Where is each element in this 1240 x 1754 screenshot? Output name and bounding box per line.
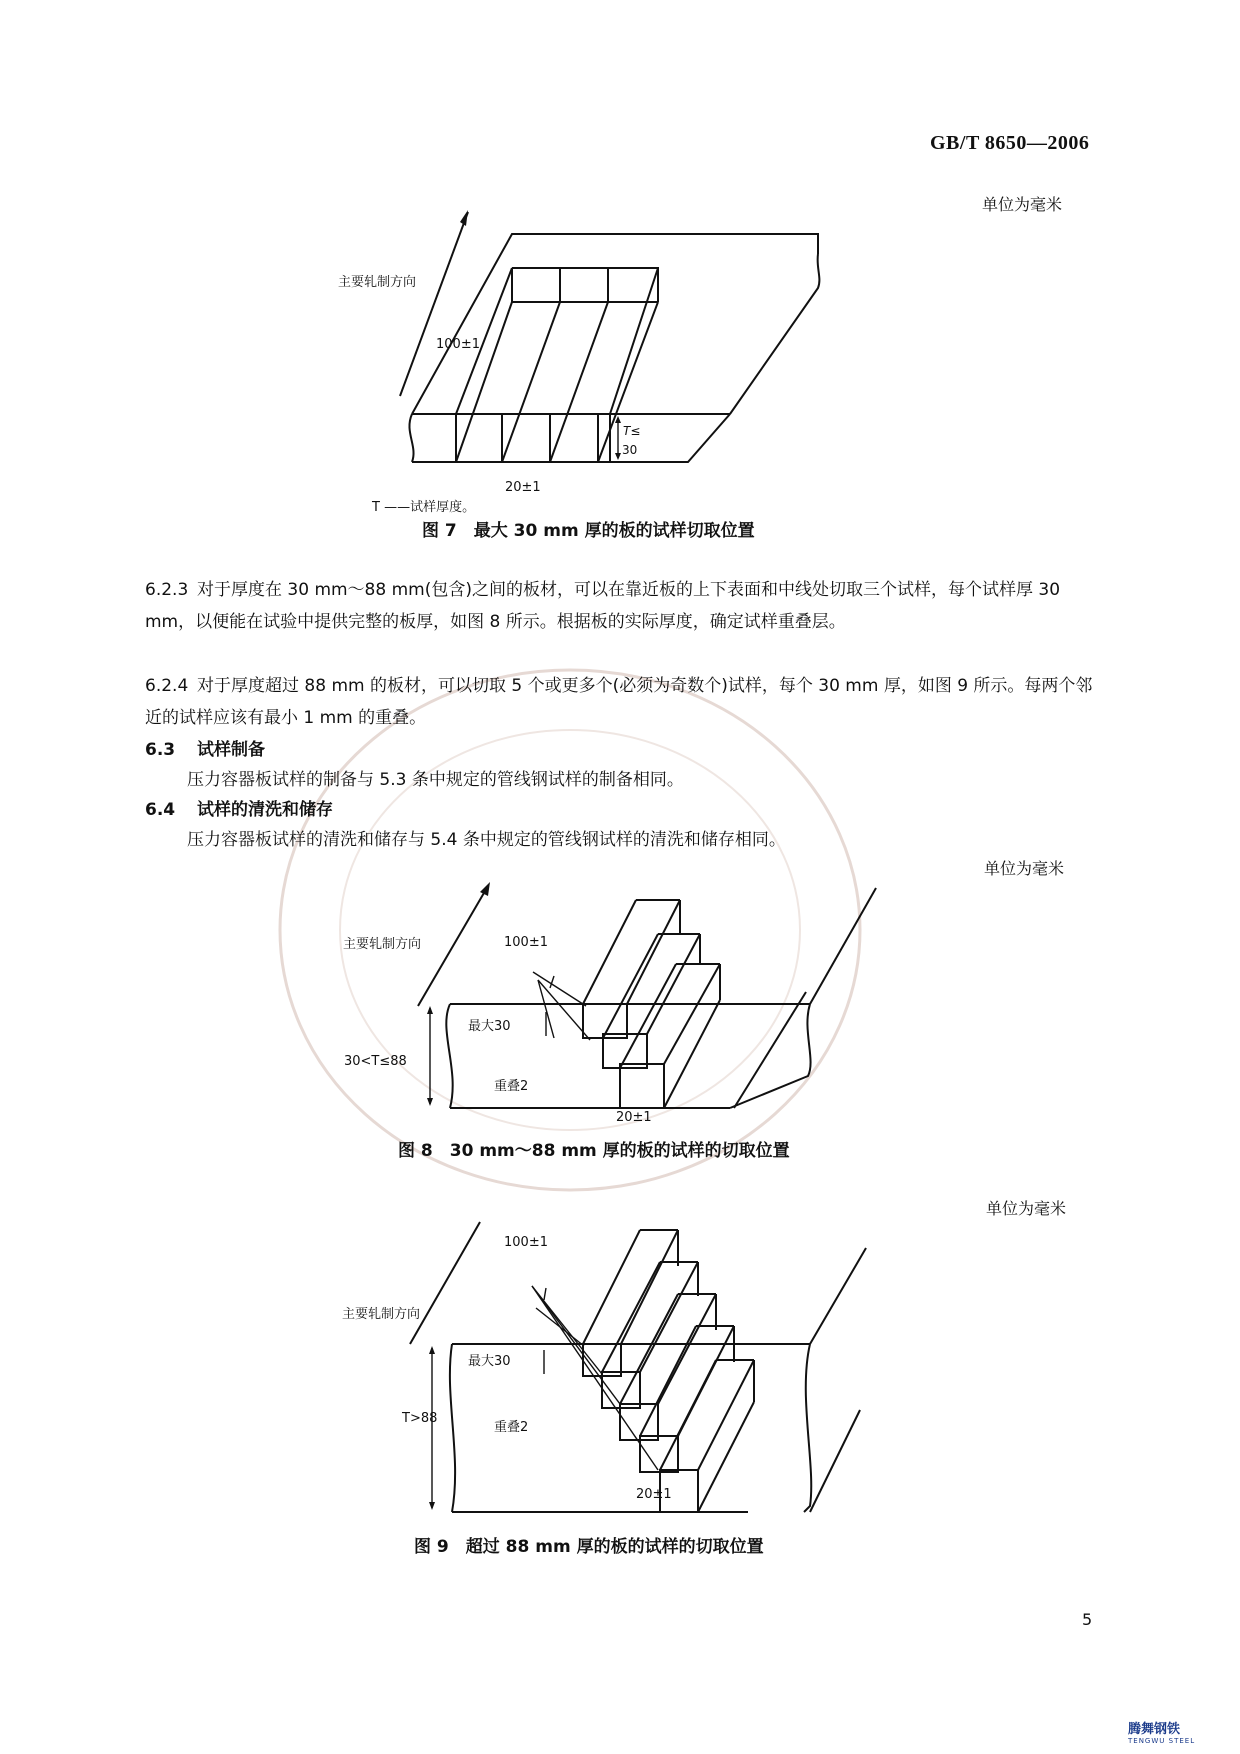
figure-9 [342, 1226, 870, 1526]
section-6-3-heading [145, 734, 1105, 766]
fig8-overlap-label: 重叠2 [494, 1079, 529, 1094]
section-6-4-heading [145, 794, 1105, 826]
fig7-legend: T ——试样厚度。 [372, 500, 476, 515]
figure-8 [343, 880, 870, 1130]
fig8-length-label: 100±1 [504, 935, 548, 950]
section-6-2-4 [145, 670, 1105, 734]
page-number: 5 [1082, 1610, 1093, 1629]
fig9-thickness-label: T>88 [402, 1411, 438, 1426]
standard-code: GB/T 8650—2006 [930, 132, 1090, 154]
section-number: 6.3 [145, 740, 176, 760]
section-6-3-body: 压力容器板试样的制备与 5.3 条中规定的管线钢试样的制备相同。 [187, 770, 684, 790]
fig8-width-label: 20±1 [616, 1110, 652, 1125]
unit-note: 单位为毫米 [984, 859, 1065, 878]
section-6-4-body: 压力容器板试样的清洗和储存与 5.4 条中规定的管线钢试样的清洗和储存相同。 [187, 830, 786, 850]
section-text: 对于厚度超过 88 mm 的板材，可以切取 5 个或更多个(必须为奇数个)试样，每个 30 mm 厚，如图 9 所示。每两个邻近的试样应该有最小 1 mm 的重叠。 [145, 676, 1093, 728]
fig7-caption: 图 7 最大 30 mm 厚的板的试样切取位置 [422, 521, 755, 541]
logo-en: TENGWU STEEL [1128, 1737, 1196, 1745]
section-number: 6.4 [145, 800, 176, 820]
figure-7 [338, 218, 840, 518]
fig8-direction-label: 主要轧制方向 [343, 937, 422, 952]
fig7-width-label: 20±1 [505, 480, 541, 495]
fig7-length-label: 100±1 [436, 337, 480, 352]
fig9-overlap-label: 重叠2 [494, 1420, 529, 1435]
section-6-2-3 [145, 574, 1105, 638]
logo-cn: 腾舞钢铁 [1128, 1722, 1181, 1737]
publisher-logo [1128, 1718, 1195, 1745]
fig9-width-label: 20±1 [636, 1487, 672, 1502]
section-title: 试样的清洗和储存 [197, 800, 333, 820]
fig7-thickness-label-1: T≤ [623, 424, 641, 438]
unit-note: 单位为毫米 [982, 195, 1063, 214]
fig9-caption: 图 9 超过 88 mm 厚的板的试样的切取位置 [414, 1537, 764, 1557]
fig9-length-label: 100±1 [504, 1235, 548, 1250]
fig7-thickness-label-2: 30 [622, 443, 638, 457]
fig9-max-label: 最大30 [468, 1354, 511, 1369]
unit-note: 单位为毫米 [986, 1199, 1067, 1218]
section-text: 对于厚度在 30 mm～88 mm(包含)之间的板材，可以在靠近板的上下表面和中线处切取三个试样，每个试样厚 30 mm，以便能在试验中提供完整的板厚，如图 8 所示。根据板的实际厚度，确定试样重叠层。 [145, 580, 1061, 632]
fig7-direction-label: 主要轧制方向 [338, 275, 417, 290]
section-number: 6.2.4 [145, 676, 189, 696]
fig9-direction-label: 主要轧制方向 [342, 1307, 421, 1322]
section-number: 6.2.3 [145, 580, 189, 600]
fig8-thickness-label: 30<T≤88 [344, 1054, 407, 1069]
fig8-caption: 图 8 30 mm～88 mm 厚的板的试样的切取位置 [398, 1141, 790, 1161]
section-title: 试样制备 [197, 740, 265, 760]
fig8-max-label: 最大30 [468, 1019, 511, 1034]
